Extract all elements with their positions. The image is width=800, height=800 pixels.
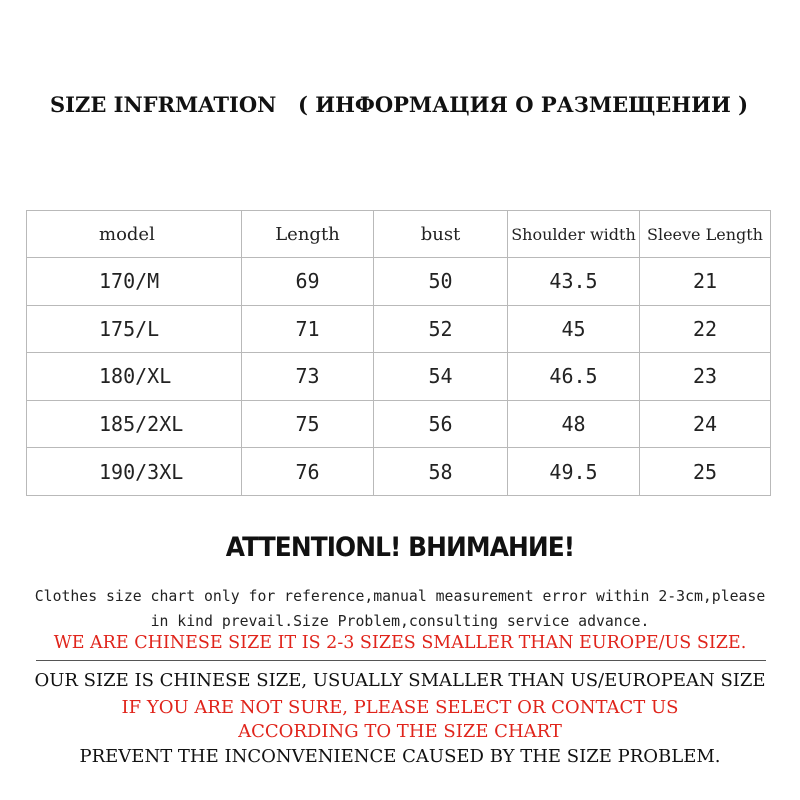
- table-header-row: [27, 211, 771, 258]
- cell-sleeve-length: 22: [640, 305, 771, 353]
- chinese-size-notice: OUR SIZE IS CHINESE SIZE, USUALLY SMALLER THAN US/EUROPEAN SIZE: [34, 670, 766, 691]
- contact-us-notice: IF YOU ARE NOT SURE, PLEASE SELECT OR CONTACT US: [121, 697, 679, 718]
- header-sleeve-length: Sleeve Length: [640, 211, 771, 258]
- cell-shoulder-width: 43.5: [508, 258, 640, 306]
- cell-shoulder-width: 46.5: [508, 353, 640, 401]
- cell-shoulder-width: 48: [508, 400, 640, 448]
- header-bust: bust: [374, 211, 508, 258]
- table-row: [27, 258, 771, 306]
- divider: [36, 660, 766, 661]
- page-title: [0, 88, 800, 128]
- chinese-size-warning: WE ARE CHINESE SIZE IT IS 2-3 SIZES SMALLER THAN EUROPE/US SIZE.: [53, 633, 747, 653]
- table-row: [27, 400, 771, 448]
- cell-sleeve-length: 21: [640, 258, 771, 306]
- cell-sleeve-length: 23: [640, 353, 771, 401]
- cell-bust: 58: [374, 448, 508, 496]
- cell-sleeve-length: 25: [640, 448, 771, 496]
- table-row: [27, 353, 771, 401]
- header-shoulder-width: Shoulder width: [508, 211, 640, 258]
- cell-length: 75: [242, 400, 374, 448]
- table-row: [27, 305, 771, 353]
- cell-sleeve-length: 24: [640, 400, 771, 448]
- cell-length: 76: [242, 448, 374, 496]
- cell-length: 71: [242, 305, 374, 353]
- attention-heading: ATTENTIONL! ВНИМАНИЕ!: [225, 532, 575, 563]
- cell-model: 175/L: [27, 305, 242, 353]
- size-chart-notice: ACCORDING TO THE SIZE CHART: [238, 721, 562, 742]
- cell-length: 69: [242, 258, 374, 306]
- table-row: [27, 448, 771, 496]
- cell-model: 190/3XL: [27, 448, 242, 496]
- cell-bust: 56: [374, 400, 508, 448]
- cell-length: 73: [242, 353, 374, 401]
- reference-note: Clothes size chart only for reference,manual measurement error within 2-3cm,please in kind prevail.Size Problem,consulting service advance.: [34, 588, 766, 630]
- cell-model: 170/M: [27, 258, 242, 306]
- title-russian: ( ИНФОРМАЦИЯ О РАЗМЕЩЕНИИ ): [298, 92, 749, 117]
- cell-model: 180/XL: [27, 353, 242, 401]
- cell-shoulder-width: 45: [508, 305, 640, 353]
- cell-bust: 54: [374, 353, 508, 401]
- header-length: Length: [242, 211, 374, 258]
- title-english: SIZE INFRMATION: [50, 92, 277, 117]
- cell-model: 185/2XL: [27, 400, 242, 448]
- cell-shoulder-width: 49.5: [508, 448, 640, 496]
- inconvenience-notice: PREVENT THE INCONVENIENCE CAUSED BY THE SIZE PROBLEM.: [79, 746, 721, 767]
- cell-bust: 50: [374, 258, 508, 306]
- cell-bust: 52: [374, 305, 508, 353]
- header-model: model: [27, 211, 242, 258]
- size-table: [26, 210, 771, 496]
